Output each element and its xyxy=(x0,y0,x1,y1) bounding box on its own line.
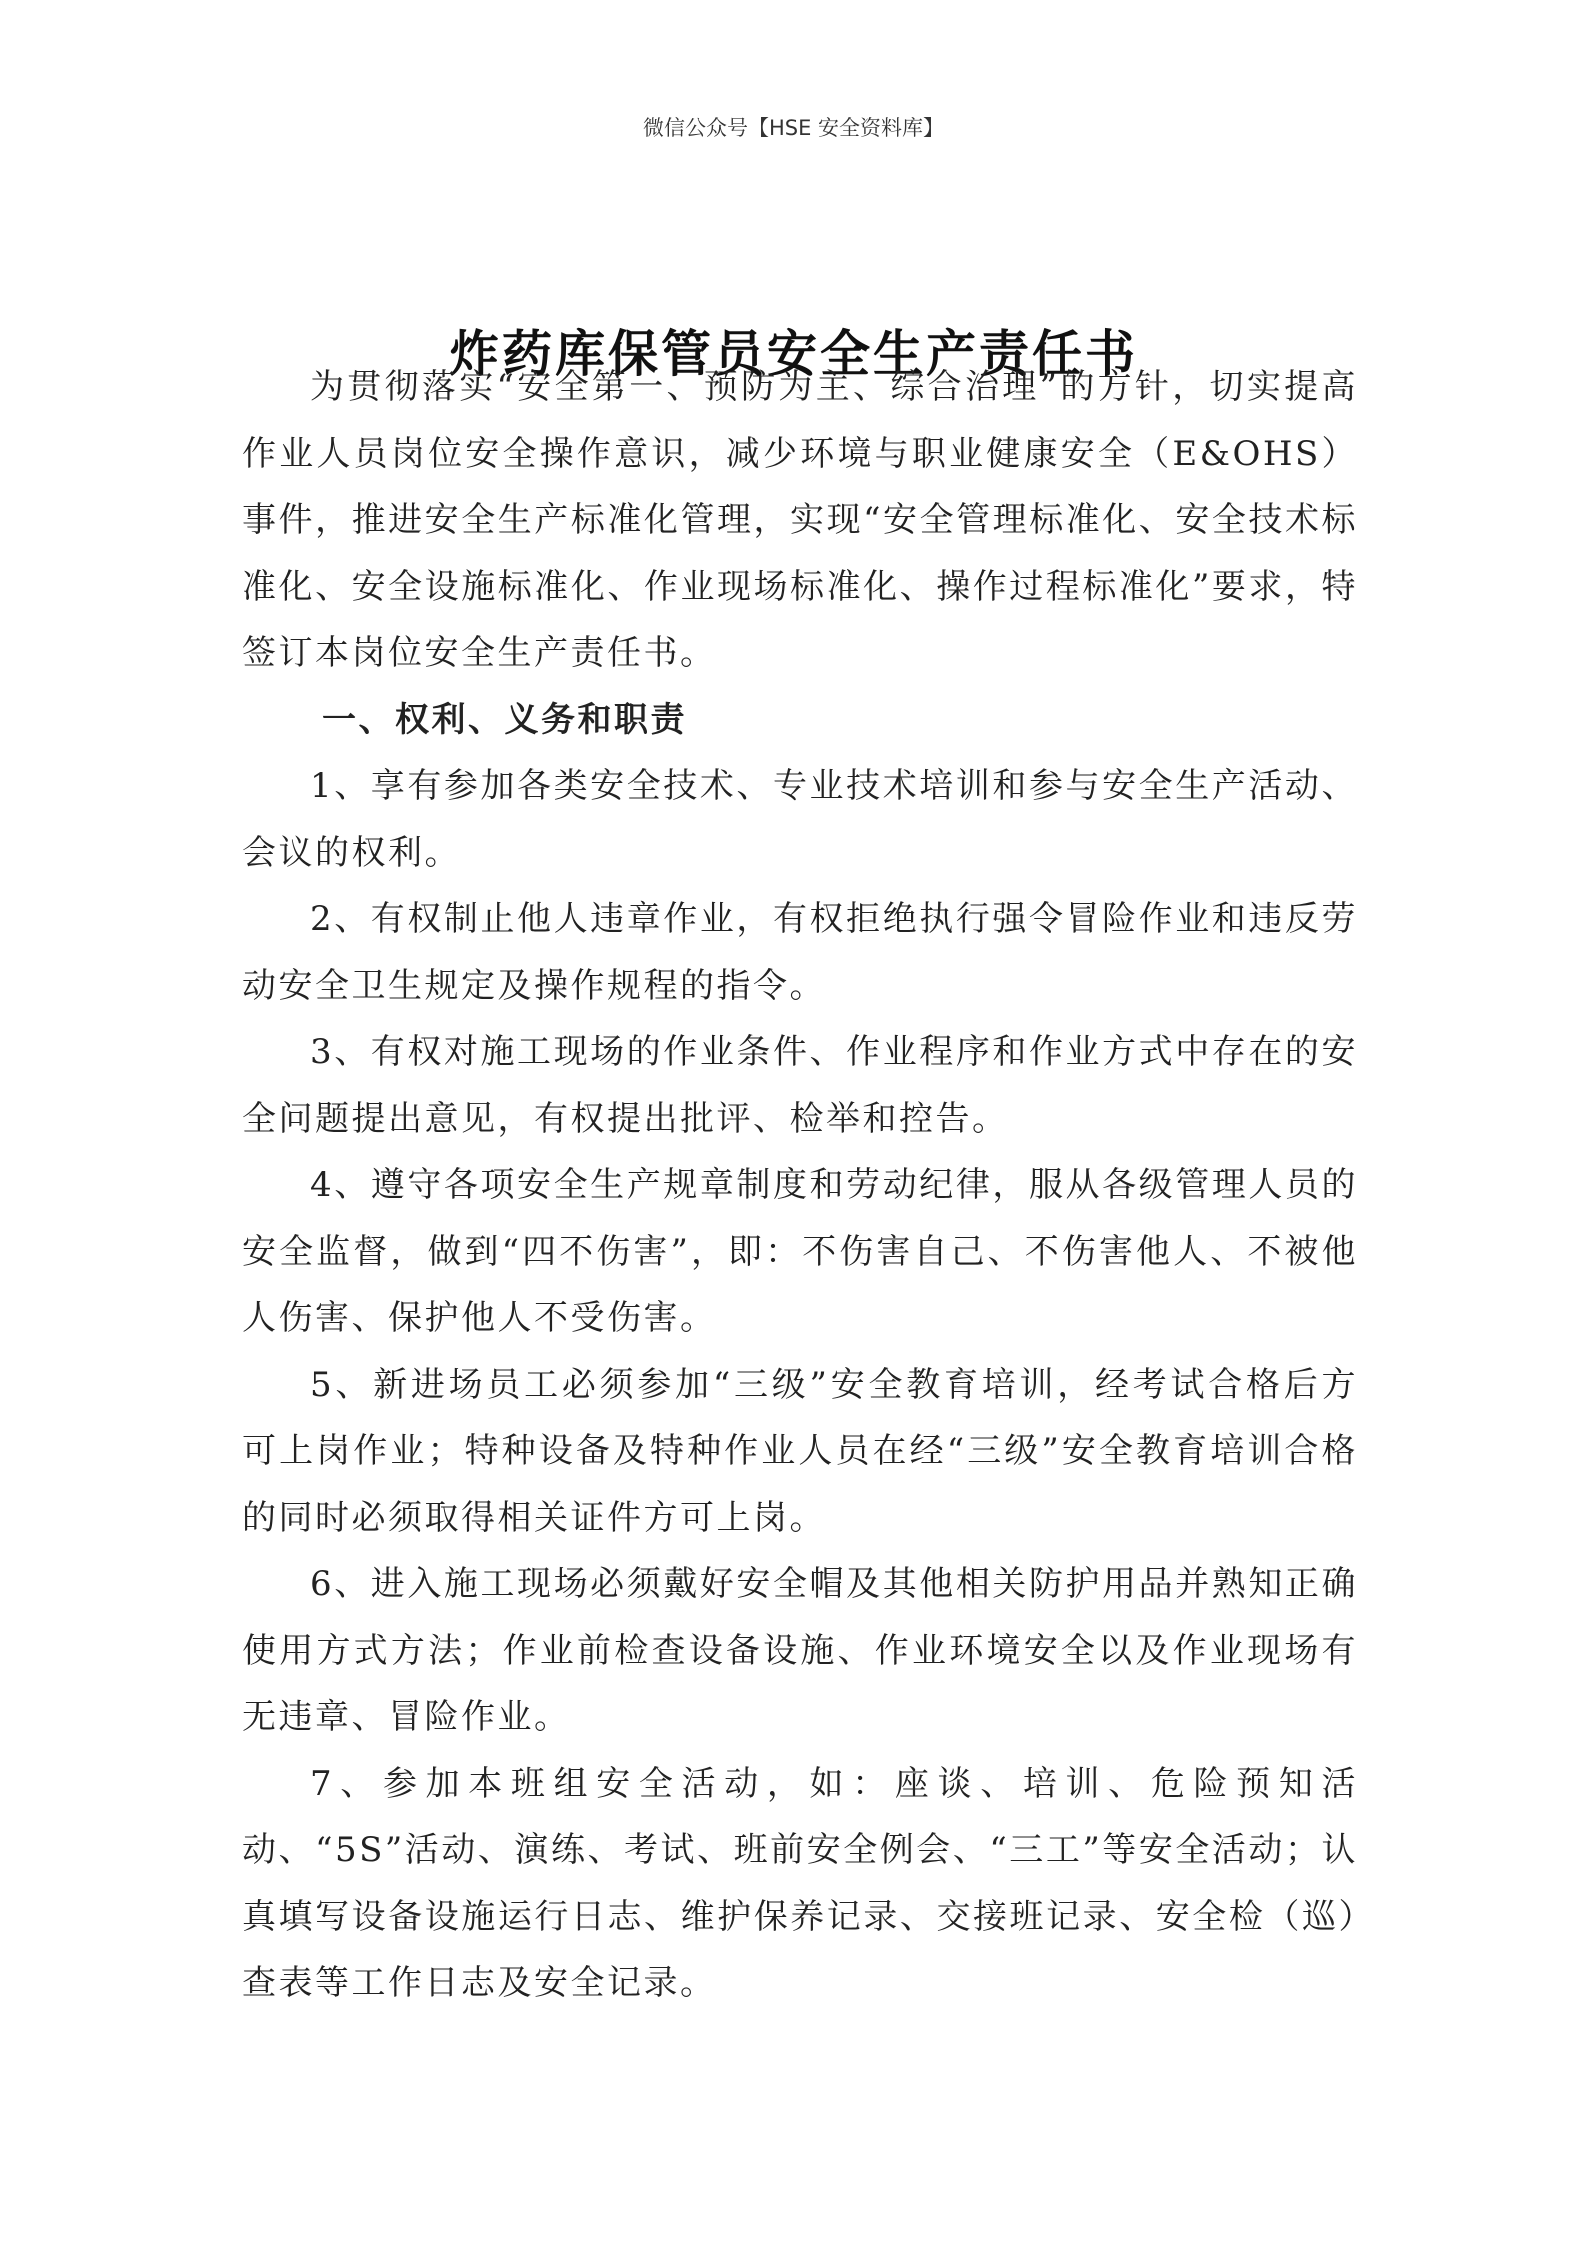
list-item: 1、享有参加各类安全技术、专业技术培训和参与安全生产活动、会议的权利。 xyxy=(242,766,1358,873)
list-item: 4、遵守各项安全生产规章制度和劳动纪律，服从各级管理人员的安全监督，做到“四不伤害”，即：不伤害自己、不伤害他人、不被他人伤害、保护他人不受伤害。 xyxy=(242,1165,1358,1338)
list-item: 7、参加本班组安全活动，如：座谈、培训、危险预知活动、“5S”活动、演练、考试、班前安全例会、“三工”等安全活动；认真填写设备设施运行日志、维护保养记录、交接班记录、安全检（巡）查表等工作日志及安全记录。 xyxy=(242,1763,1358,2003)
intro-paragraph: 为贯彻落实“安全第一、预防为主、综合治理”的方针，切实提高作业人员岗位安全操作意识，减少环境与职业健康安全（E&OHS）事件，推进安全生产标准化管理，实现“安全管理标准化、安全技术标准化、安全设施标准化、作业现场标准化、操作过程标准化”要求，特签订本岗位安全生产责任书。 xyxy=(242,367,1358,673)
list-item: 3、有权对施工现场的作业条件、作业程序和作业方式中存在的安全问题提出意见，有权提出批评、检举和控告。 xyxy=(242,1032,1358,1139)
document-title: 炸药库保管员安全生产责任书 xyxy=(449,323,1138,383)
list-item: 6、进入施工现场必须戴好安全帽及其他相关防护用品并熟知正确使用方式方法；作业前检查设备设施、作业环境安全以及作业现场有无违章、冒险作业。 xyxy=(242,1564,1358,1737)
section-heading-rights: 一、权利、义务和职责 xyxy=(322,699,687,740)
list-item: 5、新进场员工必须参加“三级”安全教育培训，经考试合格后方可上岗作业；特种设备及特种作业人员在经“三级”安全教育培训合格的同时必须取得相关证件方可上岗。 xyxy=(242,1364,1358,1538)
page-header: 微信公众号【HSE 安全资料库】 xyxy=(642,116,945,140)
document-body xyxy=(242,354,1358,2017)
list-item: 2、有权制止他人违章作业，有权拒绝执行强令冒险作业和违反劳动安全卫生规定及操作规程的指令。 xyxy=(242,899,1358,1006)
